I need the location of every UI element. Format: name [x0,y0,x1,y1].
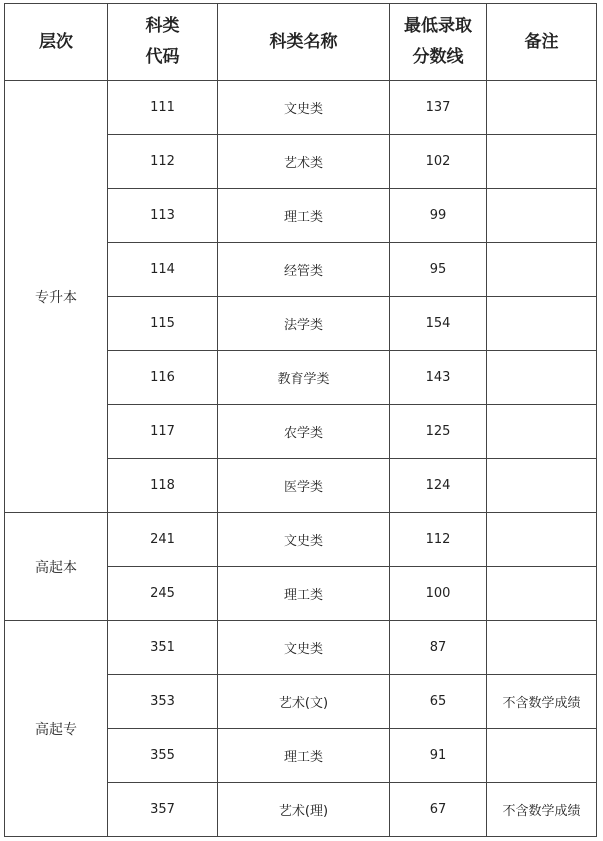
name-cell: 理工类 [218,567,390,621]
code-cell: 112 [108,135,218,189]
code-cell: 115 [108,297,218,351]
name-cell: 医学类 [218,459,390,513]
score-table [4,3,597,837]
note-cell: 不含数学成绩 [487,783,597,837]
note-cell [487,243,597,297]
code-cell: 116 [108,351,218,405]
header-name: 科类名称 [218,4,390,81]
note-cell [487,81,597,135]
score-cell: 143 [390,351,487,405]
header-code [108,4,218,81]
header-score-line1: 最低录取 [404,16,472,36]
name-cell: 文史类 [218,513,390,567]
name-cell: 文史类 [218,621,390,675]
name-cell: 理工类 [218,189,390,243]
note-cell [487,621,597,675]
table-row [5,513,597,567]
name-cell: 经管类 [218,243,390,297]
score-cell: 124 [390,459,487,513]
level-cell: 专升本 [5,81,108,513]
code-cell: 353 [108,675,218,729]
score-cell: 125 [390,405,487,459]
level-cell: 高起专 [5,621,108,837]
note-cell [487,135,597,189]
score-cell: 154 [390,297,487,351]
score-cell: 67 [390,783,487,837]
note-cell [487,459,597,513]
header-code-line1: 科类 [145,16,180,36]
name-cell: 文史类 [218,81,390,135]
note-cell [487,513,597,567]
code-cell: 113 [108,189,218,243]
code-cell: 357 [108,783,218,837]
table-body [5,81,597,837]
header-note: 备注 [487,4,597,81]
code-cell: 351 [108,621,218,675]
name-cell: 理工类 [218,729,390,783]
note-cell: 不含数学成绩 [487,675,597,729]
code-cell: 118 [108,459,218,513]
note-cell [487,567,597,621]
name-cell: 艺术(理) [218,783,390,837]
name-cell: 教育学类 [218,351,390,405]
code-cell: 355 [108,729,218,783]
note-cell [487,405,597,459]
score-cell: 91 [390,729,487,783]
name-cell: 法学类 [218,297,390,351]
table-row [5,81,597,135]
code-cell: 245 [108,567,218,621]
note-cell [487,297,597,351]
name-cell: 艺术(文) [218,675,390,729]
note-cell [487,729,597,783]
score-cell: 112 [390,513,487,567]
note-cell [487,351,597,405]
score-cell: 137 [390,81,487,135]
score-cell: 65 [390,675,487,729]
header-score [390,4,487,81]
score-cell: 87 [390,621,487,675]
score-cell: 99 [390,189,487,243]
score-cell: 95 [390,243,487,297]
note-cell [487,189,597,243]
header-level: 层次 [5,4,108,81]
name-cell: 艺术类 [218,135,390,189]
level-cell: 高起本 [5,513,108,621]
header-score-line2: 分数线 [412,47,464,67]
score-cell: 100 [390,567,487,621]
header-code-line2: 代码 [145,47,180,67]
name-cell: 农学类 [218,405,390,459]
code-cell: 114 [108,243,218,297]
code-cell: 241 [108,513,218,567]
code-cell: 117 [108,405,218,459]
score-cell: 102 [390,135,487,189]
header-row [5,4,597,81]
code-cell: 111 [108,81,218,135]
table-row [5,621,597,675]
